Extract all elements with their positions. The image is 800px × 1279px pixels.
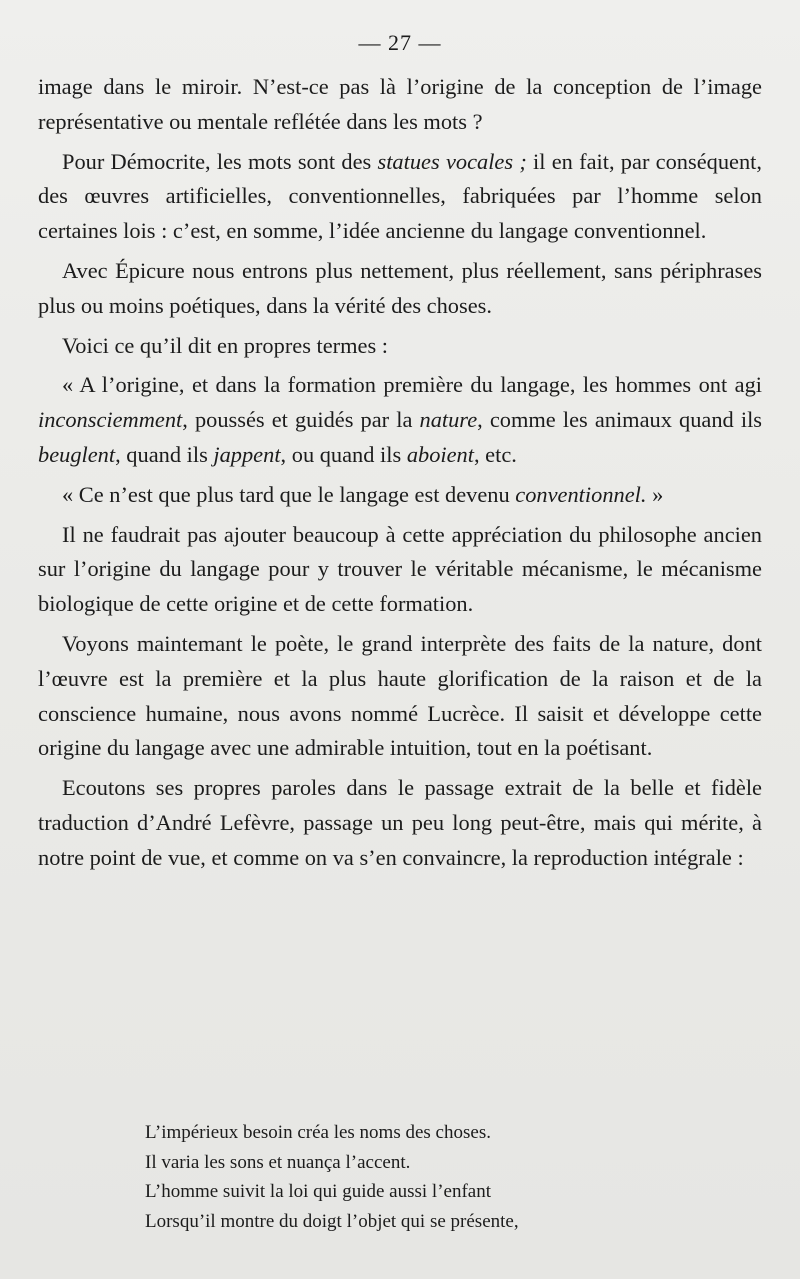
text-segment: il en fait, par conséquent, des œuvres artificielles, conventionnelles, fabriquées par l’homme selon certaines lois : c’est, en somme, l’idée ancienne du langage conventionnel. bbox=[38, 148, 762, 244]
paragraph bbox=[38, 70, 762, 140]
paragraph bbox=[38, 478, 762, 513]
italic-text: jappent bbox=[213, 441, 281, 467]
text-segment: Voyons maintemant le poète, le grand interprète des faits de la nature, dont l’œuvre est la première et la plus haute glorification de la raison et de la conscience humaine, nous avons nommé Lucrèce. Il saisit et développe cette origine du langage avec une admirable intuition, tout en la poétisant. bbox=[38, 630, 762, 761]
text-segment: , quand ils bbox=[115, 441, 214, 467]
page-number: — 27 — bbox=[358, 30, 442, 55]
poem-line: Lorsqu’il montre du doigt l’objet qui se présente, bbox=[145, 1210, 519, 1232]
text-segment: , ou quand ils bbox=[280, 441, 407, 467]
poem-line: Il varia les sons et nuança l’accent. bbox=[145, 1151, 411, 1173]
italic-text: beuglent bbox=[38, 441, 116, 467]
text-segment: » bbox=[646, 481, 664, 507]
paragraph bbox=[38, 329, 762, 364]
text-segment: Avec Épicure nous entrons plus nettement, plus réellement, sans périphrases plus ou moins poétiques, dans la vérité des choses. bbox=[38, 257, 762, 318]
italic-text: conventionnel. bbox=[515, 481, 647, 507]
body-text bbox=[38, 70, 762, 881]
text-segment: Pour Démocrite, les mots sont des bbox=[62, 148, 378, 174]
paragraph bbox=[38, 368, 762, 472]
paragraph bbox=[38, 254, 762, 324]
text-segment: Ecoutons ses propres paroles dans le passage extrait de la belle et fidèle traduction d’André Lefèvre, passage un peu long peut-être, mais qui mérite, à notre point de vue, et comme on va s’en convaincre, la reproduction intégrale : bbox=[38, 775, 762, 870]
text-segment: Il ne faudrait pas ajouter beaucoup à cette appréciation du philosophe ancien sur l’origine du langage pour y trouver le véritable mécanisme, le mécanisme biologique de cette origine et de cette formation. bbox=[38, 521, 762, 617]
poem-line: L’impérieux besoin créa les noms des choses. bbox=[145, 1122, 491, 1143]
text-segment: Voici ce qu’il dit en propres termes : bbox=[62, 332, 389, 358]
poem-line: L’homme suivit la loi qui guide aussi l’enfant bbox=[145, 1181, 491, 1202]
text-segment: , etc. bbox=[473, 441, 517, 467]
poem-excerpt bbox=[145, 1118, 519, 1236]
paragraph bbox=[38, 145, 762, 249]
text-segment: , poussés et guidés par la bbox=[182, 407, 420, 433]
italic-text: inconsciemment bbox=[38, 407, 183, 433]
text-segment: , comme les animaux quand ils bbox=[477, 407, 762, 433]
text-segment: « A l’origine, et dans la formation première du langage, les hommes ont agi bbox=[62, 372, 762, 398]
paragraph bbox=[38, 627, 762, 766]
paragraph bbox=[38, 771, 762, 875]
italic-text: aboient bbox=[406, 441, 474, 467]
italic-text: statues vocales ; bbox=[377, 148, 527, 174]
text-segment: « Ce n’est que plus tard que le langage est devenu bbox=[62, 481, 516, 507]
text-segment: image dans le miroir. N’est-ce pas là l’origine de la conception de l’image représentative ou mentale reflétée dans les mots ? bbox=[38, 74, 762, 134]
paragraph bbox=[38, 518, 762, 622]
italic-text: nature bbox=[419, 407, 478, 433]
